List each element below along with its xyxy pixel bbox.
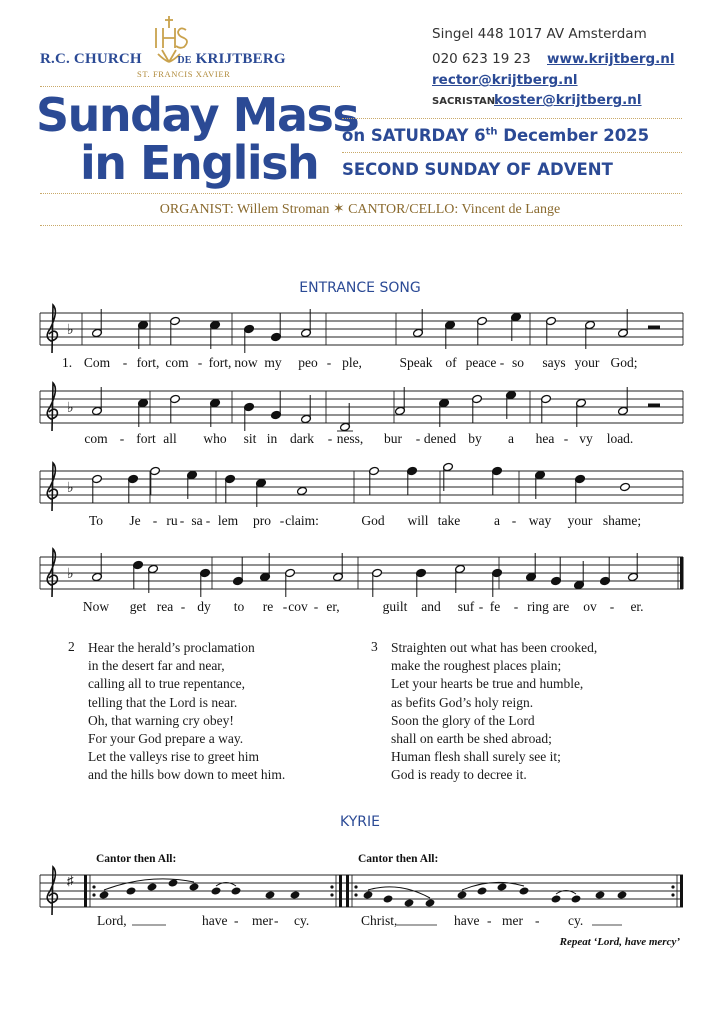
musicians-divider-top xyxy=(40,193,682,194)
verse-line: make the roughest places plain; xyxy=(391,658,562,674)
lyric-syllable: - xyxy=(511,513,517,528)
lyric-syllable: claim: xyxy=(285,513,319,528)
verse-line: Soon the glory of the Lord xyxy=(391,712,535,728)
repeat-bar xyxy=(84,875,87,907)
flat-sign-icon: ♭ xyxy=(67,481,74,496)
chant-note xyxy=(99,890,110,899)
repeat-bar xyxy=(680,875,683,907)
lyric-syllable: com xyxy=(165,355,189,370)
verse2 xyxy=(88,639,285,785)
flat-sign-icon: ♭ xyxy=(67,323,74,338)
verse-line: and the hills bow down to meet him. xyxy=(88,767,286,783)
repeat-dot xyxy=(330,885,333,888)
lyric-syllable: - xyxy=(279,513,285,528)
verse-line: Let the valleys rise to greet him xyxy=(88,749,259,765)
lyric-syllable: says xyxy=(542,355,566,370)
lyric-syllable: my xyxy=(264,355,282,370)
verse3-number: 3 xyxy=(371,639,378,654)
lyric-syllable: bur xyxy=(384,431,402,446)
lyric-syllable: dy xyxy=(197,599,211,614)
phone: 020 623 19 23 xyxy=(432,51,531,67)
lyric-syllable: a xyxy=(508,431,514,446)
lyric-syllable: Com xyxy=(83,355,111,370)
entrance-song-score xyxy=(0,295,720,625)
church-subtitle: ST. FRANCIS XAVIER xyxy=(137,69,231,79)
lyric-syllable: fort, xyxy=(136,355,160,370)
verse-line: shall on earth be shed abroad; xyxy=(391,731,552,747)
verse-line: God is ready to decree it. xyxy=(391,767,527,783)
lyric-syllable: - xyxy=(499,355,505,370)
chant-note xyxy=(265,890,276,899)
chant-note xyxy=(290,890,301,899)
lyric-syllable: Speak xyxy=(399,355,433,370)
chant-note xyxy=(551,894,562,903)
chant-note xyxy=(497,882,508,891)
lyric-syllable: to xyxy=(233,599,245,614)
lyric-syllable: dened xyxy=(423,431,457,446)
page-title-line2: in English xyxy=(80,136,319,190)
note-head xyxy=(297,486,308,495)
lyric-syllable: er, xyxy=(326,599,340,614)
lyric-syllable: way xyxy=(528,513,552,528)
verse-line: Oh, that warning cry obey! xyxy=(88,712,234,728)
repeat-dot xyxy=(671,885,674,888)
lyric-syllable: - xyxy=(313,599,319,614)
lyric-syllable: all xyxy=(163,431,177,446)
header-divider xyxy=(40,86,340,87)
lyric-syllable: sa xyxy=(191,513,203,528)
chant-note xyxy=(477,886,488,895)
lyric-syllable: ness, xyxy=(336,431,364,446)
sacristan-email-link[interactable]: koster@krijtberg.nl xyxy=(494,92,642,108)
lyric-syllable: - xyxy=(152,513,158,528)
lyric-syllable: - xyxy=(327,431,333,446)
kyrie-text: cy. xyxy=(568,913,584,928)
kyrie-text: - xyxy=(234,913,239,928)
kyrie-score xyxy=(0,845,720,955)
lyric-syllable: of xyxy=(445,355,457,370)
rector-email-link[interactable]: rector@krijtberg.nl xyxy=(432,72,578,88)
half-rest-icon xyxy=(648,326,660,330)
chant-note xyxy=(519,886,530,895)
lyric-syllable: God; xyxy=(610,355,638,370)
verse1-number: 1. xyxy=(62,355,73,370)
lyric-syllable: - xyxy=(122,355,128,370)
verse-line: calling all to true repentance, xyxy=(88,676,246,692)
lyric-syllable: - xyxy=(119,431,125,446)
lyric-syllable: so xyxy=(511,355,525,370)
verse-line: telling that the Lord is near. xyxy=(88,694,238,710)
lyric-syllable: shame; xyxy=(602,513,642,528)
lyric-syllable: ru xyxy=(166,513,178,528)
verse-line: Human flesh shall surely see it; xyxy=(391,749,561,765)
kyrie-text: - xyxy=(535,913,540,928)
kyrie-text: - xyxy=(487,913,492,928)
kyrie-text: Cantor then All: xyxy=(96,853,177,865)
lyric-syllable: ov xyxy=(583,599,597,614)
kyrie-text: mer xyxy=(252,913,273,928)
verse-line: Straighten out what has been crooked, xyxy=(391,640,598,655)
liturgical-day: SECOND SUNDAY OF ADVENT xyxy=(342,160,613,179)
kyrie-text: Repeat ‘Lord, have mercy’ xyxy=(559,936,680,948)
lyric-syllable: ring xyxy=(527,599,549,614)
lyric-syllable: Now xyxy=(82,599,110,614)
chant-note xyxy=(147,882,158,891)
lyric-syllable: who xyxy=(203,431,227,446)
musicians-divider-bottom xyxy=(40,225,682,226)
lyric-syllable: lem xyxy=(217,513,239,528)
sharp-sign-icon: ♯ xyxy=(67,873,74,888)
chant-note xyxy=(126,886,137,895)
note-head xyxy=(620,482,631,491)
verse-line: as befits God’s holy reign. xyxy=(391,694,534,710)
flat-sign-icon: ♭ xyxy=(67,401,74,416)
lyric-syllable: - xyxy=(478,599,484,614)
lyric-syllable: - xyxy=(415,431,421,446)
chant-note xyxy=(383,894,394,903)
chant-note xyxy=(211,886,222,895)
lyric-syllable: re xyxy=(262,599,274,614)
flat-sign-icon: ♭ xyxy=(67,567,74,582)
website-link[interactable]: www.krijtberg.nl xyxy=(547,51,675,67)
date-divider xyxy=(342,152,682,153)
verse-line: Let your hearts be true and humble, xyxy=(391,676,584,692)
chant-note xyxy=(457,890,468,899)
musicians: ORGANIST: Willem Stroman ✶ CANTOR/CELLO: Vincent de Lange xyxy=(159,202,561,217)
repeat-dot xyxy=(92,893,95,896)
contact-divider xyxy=(342,118,682,119)
lyric-syllable: rea xyxy=(156,599,174,614)
page-title-line1: Sunday Mass xyxy=(36,88,359,142)
repeat-dot xyxy=(92,885,95,888)
final-bar xyxy=(680,557,684,589)
lyric-syllable: peo xyxy=(298,355,318,370)
lyric-syllable: fe xyxy=(489,599,501,614)
lyric-syllable: peace xyxy=(465,355,497,370)
lyric-syllable: guilt xyxy=(382,599,408,614)
kyrie-text: cy. xyxy=(294,913,310,928)
verse-line: For your God prepare a way. xyxy=(88,731,244,747)
kyrie-text: - xyxy=(274,913,279,928)
lyric-syllable: ple, xyxy=(342,355,362,370)
lyric-syllable: take xyxy=(437,513,461,528)
chant-note xyxy=(617,890,628,899)
chant-note xyxy=(595,890,606,899)
chant-note xyxy=(425,898,436,907)
lyric-syllable: To xyxy=(88,513,104,528)
lyric-syllable: your xyxy=(567,513,593,528)
lyric-syllable: are xyxy=(552,599,570,614)
verse-line: in the desert far and near, xyxy=(88,658,225,674)
verse-line: Hear the herald’s proclamation xyxy=(88,640,255,655)
mass-date: on SATURDAY 6th December 2025 xyxy=(342,126,650,145)
lyric-syllable: will xyxy=(407,513,429,528)
sacristan-label: SACRISTAN: xyxy=(432,96,500,107)
repeat-bar xyxy=(346,875,349,907)
lyric-syllable: God xyxy=(361,513,385,528)
verse2-number: 2 xyxy=(68,639,75,654)
lyric-syllable: suf xyxy=(457,599,475,614)
lyric-syllable: now xyxy=(234,355,258,370)
lyric-syllable: - xyxy=(205,513,211,528)
entrance-song-title: ENTRANCE SONG xyxy=(299,280,421,296)
lyric-syllable: fort xyxy=(136,431,156,446)
lyric-syllable: by xyxy=(468,431,482,446)
lyric-syllable: and xyxy=(421,599,441,614)
lyric-syllable: cov xyxy=(288,599,308,614)
lyric-syllable: - xyxy=(609,599,615,614)
repeat-dot xyxy=(354,885,357,888)
chant-note xyxy=(404,898,415,907)
lyric-syllable: - xyxy=(179,513,185,528)
lyric-syllable: er. xyxy=(630,599,644,614)
lyric-syllable: a xyxy=(494,513,500,528)
repeat-dot xyxy=(354,893,357,896)
kyrie-text: have xyxy=(202,913,228,928)
chant-note xyxy=(571,894,582,903)
lyric-syllable: - xyxy=(197,355,203,370)
slur xyxy=(368,887,430,898)
kyrie-text: Lord, xyxy=(97,913,127,928)
kyrie-text: have xyxy=(454,913,480,928)
lyric-syllable: in xyxy=(266,431,278,446)
lyric-syllable: - xyxy=(282,599,288,614)
lyric-syllable: - xyxy=(513,599,519,614)
lyric-syllable: - xyxy=(563,431,569,446)
lyric-syllable: load. xyxy=(606,431,634,446)
lyric-syllable: - xyxy=(180,599,186,614)
verse3 xyxy=(391,639,597,785)
repeat-dot xyxy=(671,893,674,896)
kyrie-text: Christ, xyxy=(361,913,398,928)
lyric-syllable: Je xyxy=(129,513,141,528)
half-rest-icon xyxy=(648,404,660,408)
repeat-bar xyxy=(339,875,342,907)
chant-note xyxy=(363,890,374,899)
lyric-syllable: vy xyxy=(579,431,593,446)
kyrie-text: Cantor then All: xyxy=(358,853,439,865)
lyric-syllable: get xyxy=(129,599,147,614)
address: Singel 448 1017 AV Amsterdam xyxy=(432,26,647,42)
lyric-syllable: - xyxy=(326,355,332,370)
lyric-syllable: hea xyxy=(535,431,555,446)
chant-note xyxy=(231,886,242,895)
kyrie-title: KYRIE xyxy=(340,814,380,830)
lyric-syllable: com xyxy=(84,431,108,446)
lyric-syllable: pro xyxy=(253,513,271,528)
lyric-syllable: sit xyxy=(243,431,257,446)
church-name: R.C. CHURCH DE KRIJTBERG xyxy=(40,51,286,67)
chant-note xyxy=(189,882,200,891)
repeat-dot xyxy=(330,893,333,896)
lyric-syllable: dark xyxy=(290,431,314,446)
slur xyxy=(462,882,524,890)
kyrie-text: mer xyxy=(502,913,523,928)
lyric-syllable: fort, xyxy=(208,355,232,370)
lyric-syllable: your xyxy=(574,355,600,370)
